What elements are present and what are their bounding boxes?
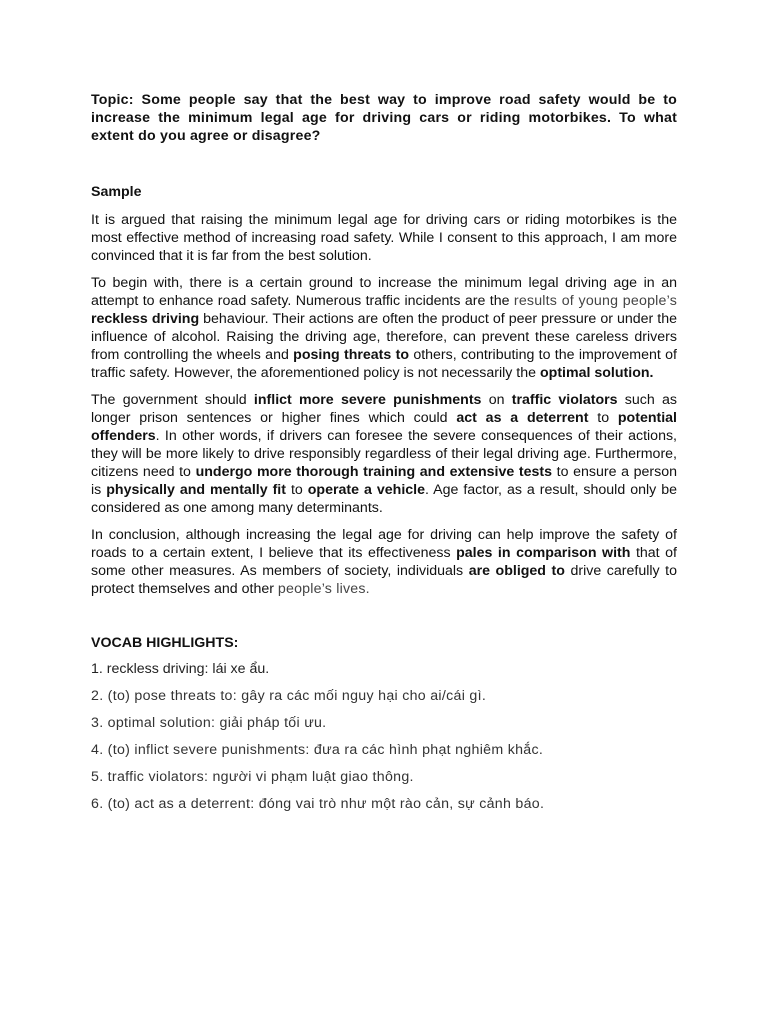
text-span: to ensure a person is (91, 464, 678, 498)
text-span: results of young people’s (513, 293, 677, 309)
vocab-term-undergo-training: undergo more thorough training and extensive tests (195, 464, 553, 480)
vocab-item: 2. (to) pose threats to: gây ra các mối nguy hại cho ai/cái gì. (91, 688, 487, 704)
vocab-item: 6. (to) act as a deterrent: đóng vai trò như một rào cản, sự cảnh báo. (91, 796, 545, 812)
text-span: such as longer prison sentences or higher fines which could (91, 392, 677, 426)
paragraph-intro: It is argued that raising the minimum legal age for driving cars or riding motorbikes is the most effective method of increasing road safety. While I consent to this approach, I am more convinced that it is far from the best solution. (91, 212, 677, 264)
vocab-term-potential-offenders: potential offenders (91, 410, 678, 444)
paragraph-body-1 (91, 274, 677, 382)
vocab-term-traffic-violators: traffic violators (511, 392, 618, 408)
topic-heading: Topic: Some people say that the best way to improve road safety would be to increase the minimum legal age for driving cars or riding motorbikes. To what extent do you agree or disagree? (91, 92, 677, 144)
text-span: behaviour. Their actions are often the product of peer pressure or under the influence of alcohol. Raising the driving age, therefore, can prevent these careless drivers from controlling the wheels and (91, 311, 677, 363)
text-span: To begin with, there is a certain ground to increase the minimum legal driving age in an attempt to enhance road safety. Numerous traffic incidents are the (91, 275, 677, 309)
text-span: that of some other measures. As members of society, individuals (91, 545, 677, 579)
vocab-list (91, 660, 677, 813)
paragraph-conclusion (91, 526, 677, 598)
vocab-term-obliged-to: are obliged to (468, 563, 565, 579)
vocab-term-optimal-solution: optimal solution. (539, 365, 654, 381)
text-span: In conclusion, although increasing the legal age for driving can help improve the safety of roads to a certain extent, I believe that its effectiveness (91, 527, 677, 561)
vocab-term-pales-in-comparison: pales in comparison with (456, 545, 631, 561)
text-span: drive carefully to protect themselves and other (91, 563, 677, 597)
paragraph-body-2 (91, 391, 677, 517)
document-page (91, 91, 677, 813)
text-span: The government should (91, 392, 254, 408)
text-span: others, contributing to the improvement of traffic safety. However, the aforementioned policy is not necessarily the (91, 347, 677, 381)
text-span: on (481, 392, 512, 408)
vocab-term-act-as-deterrent: act as a deterrent (456, 410, 589, 426)
vocab-term-physically-fit: physically and mentally fit (106, 482, 286, 498)
vocab-term-reckless-driving: reckless driving (91, 311, 200, 327)
vocab-term-inflict-punishments: inflict more severe punishments (253, 392, 482, 408)
vocab-heading: VOCAB HIGHLIGHTS: (91, 635, 239, 651)
text-span: . Age factor, as a result, should only be considered as one among many determinants. (91, 482, 677, 516)
vocab-term-operate-vehicle: operate a vehicle (307, 482, 425, 498)
vocab-item: 4. (to) inflict severe punishments: đưa ra các hình phạt nghiêm khắc. (91, 742, 544, 758)
text-span: people’s lives. (277, 581, 370, 597)
text-span: . In other words, if drivers can foresee the severe consequences of their actions, they will be more likely to drive responsibly regardless of their legal driving age. Furthermore, citizens need to (91, 428, 677, 480)
vocab-item: 1. reckless driving: lái xe ẩu. (91, 661, 270, 677)
text-span: to (285, 482, 308, 498)
sample-heading: Sample (91, 184, 142, 200)
vocab-item: 5. traffic violators: người vi phạm luật giao thông. (91, 769, 414, 785)
text-span: to (588, 410, 618, 426)
vocab-term-posing-threats: posing threats to (293, 347, 409, 363)
vocab-item: 3. optimal solution: giải pháp tối ưu. (91, 715, 327, 731)
